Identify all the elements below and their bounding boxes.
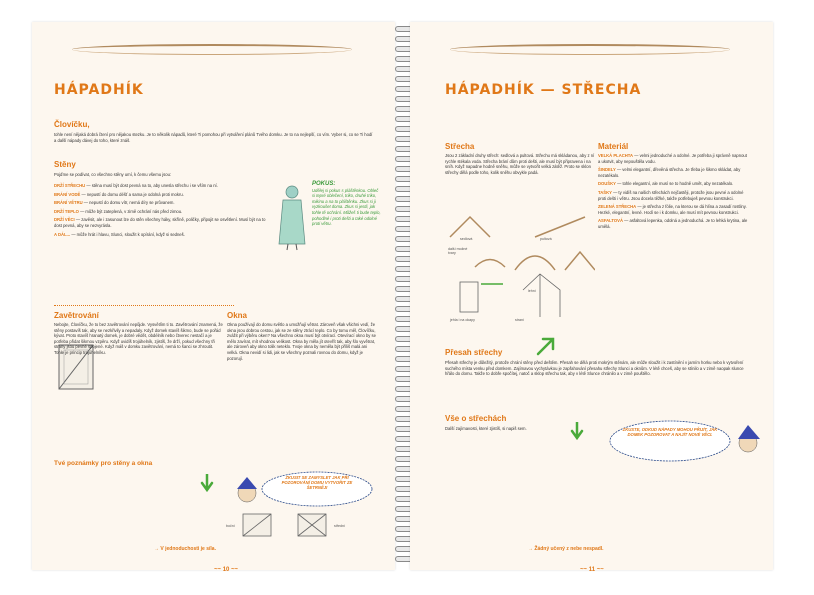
material-item: VELKÁ PLACHTA — velmi jednoduché a odolné. Je potřeba ji správně napnout a ukotvit, aby nepouštěla vodu. <box>598 153 747 164</box>
left-page <box>32 22 395 573</box>
walls-item: BRÁNÍ VĚTRU — nepustí do domu vítr, nemá díry se průvanem. <box>54 200 175 206</box>
walls-item: DRŽÍ VĚCI — zavěsit, ale i zasunout lze do stěn všechny háky, skříně, poličky, připojit se osvětlení. Musí být na to dost pevná, aby se nezvyrásla. <box>54 217 266 228</box>
arrow-down-icon <box>200 474 214 494</box>
walls-item: DRŽÍ TEPLO — může být zateplená, v zimě ochrání nás před zimou. <box>54 208 183 214</box>
material-item: DOUŠKY — tohle elegantní, ale musí se to hodně umět, aby nezatékalo. <box>598 181 734 187</box>
material-heading: Materiál <box>598 142 629 151</box>
roof-types-illustration <box>445 212 595 332</box>
intro-heading: Človíčku, <box>54 120 90 129</box>
walls-item: BRÁNÍ VODĚ — nepustí do domu déšť a sama je odolná proti mokru. <box>54 191 184 197</box>
footer-motto: → Žádný učený z nebe nespadl. <box>528 546 604 552</box>
walls-item: A DÁL... — může hrát i hlavu, Slunci, sloužit k opírání, když si sedneš. <box>54 231 185 237</box>
zavetrovani-text: Nebojte, Človíčku, že to bez zavětrování nepůjde. Vysvětlím ti to. Zavětrování znamená, že stěny postavíš tak, aby se nezkřivily a nepadaly. Když domek stavíš šikmo, bude se pořád kývat. Proto stavíš hranatý domek, je dobré vědět, obdélník nebo čtverec nestačí a je potřeba přidat šikmou vzpěru. Když uvidíš trojúhelník, zjistíš, že drží, pokud všechny tři strany jsou pevně spojené. Když máš v domku zavětrování, nemá to šanci se zhroutit. Tohle je princip trojúhelníku. <box>54 322 223 355</box>
divider <box>54 305 234 306</box>
material-item: ŠINDELY — velmi elegantní, dřevěná střecha. Je třeba je šikmo skládat, aby nezatékalo. <box>598 167 741 178</box>
zavetrovani-heading: Zavětrování <box>54 311 99 320</box>
label-pultova: pultová <box>540 237 552 241</box>
walls-item: DRŽÍ STŘECHU — stěna musí být dost pevná na to, aby unesla střechu i se vším na ní. <box>54 183 218 188</box>
pokus-box: POKUS: Udělej si pokus s pláštěnkou. Obleč si tepré oblečení, triko, druhé triko, mikinu a na to pláštěnku. Zkus si ji vyzkoušet doma. Zkus si jestli, jak tohle tě ochrání. Můžeš ti bude teplo, pohodlné i proti dešti a také odolné proti větru. <box>312 181 381 227</box>
vse-text: Další zajímavosti, které zjistíš, si napiš sem. <box>445 426 527 431</box>
page-number: ~~ 11 ~~ <box>580 567 604 573</box>
twig-divider <box>72 44 352 55</box>
walls-list <box>54 183 274 237</box>
okna-heading: Okna <box>227 311 248 320</box>
side-window-illustration <box>237 510 277 540</box>
label-sedlova: sedlová <box>460 237 473 241</box>
vse-heading: Vše o střechách <box>445 414 507 423</box>
bubble-text: ZKUSIT SE ZAMYSLET JAK PŘI POZOROVÁNÍ DOMU VYTVOŘIT ZE ŠETRNĚJI <box>281 475 353 490</box>
arrow-up-right-icon <box>535 335 557 357</box>
material-list <box>598 153 748 230</box>
label-stredni: střední <box>334 524 345 528</box>
speech-bubble <box>600 417 765 472</box>
raincoat-figure-illustration <box>275 182 309 252</box>
page-title: HÁPADHÍK — STŘECHA <box>445 82 642 98</box>
presah-heading: Přesah střechy <box>445 348 503 357</box>
roof-text: Jsou 2 základní druhy střech: sedlová a pultová. Střechu má skládanou, aby z ní rychle stékala voda. Střecha brání dům proti dešti, ale musí být připravena i na sníh. Když napadne hodně sněhu, může se vytvořit velká zátěž. Proto se sklon střechy dělá podle toho, kolik sněhu obvykle padá. <box>445 153 595 175</box>
label-strani: straní <box>515 318 524 322</box>
right-page <box>410 22 773 573</box>
roof-heading: Střecha <box>445 142 475 151</box>
material-item: ZELENÁ STŘECHA — je střecha z fólie, na kterou se dá hlína a zasadí rostliny. Hezké, elegantní, levné. Hodí se i k domku, ale musí mít pevnou konstrukci. <box>598 204 747 215</box>
presah-text: Přesah střechy je důležitý, protože chrání stěny před deštěm. Přesah se dělá proti mokrým stěnám, ale může sloužit i k zastínění v jarním horku nebo k vytvoření suchého místa venku před domkem. Zajímavou vychytávkou je zapřahování přesahu střechy Slunci a oknům. V létě chceš, aby se stínilo a v zimě naopak slunce hřálo do domu. Takže to dobře spočítej, natoč a sklop střechu tak, aby v létě Slunce chránilo a v zimě pouštělo. <box>445 360 744 377</box>
material-item: TAŠKY — ty vidíš na našich střechách nejčastěji, protože jsou pevné a odolné proti dešti i větru. Jsou docela těžké, takže potřebuješ pevnou konstrukci. <box>598 189 744 201</box>
okna-text: Okna používají do domu světlo a umožňují větrat. Zároveň však všichni vedí, že okna jsou dobrou cestou, jak se ze stěny ztrácí teplo. Co by tomu měl, Človíčku, zvážit při výběru oken? Na všechno okna musí být otvírací. Otevírací okno by se mělo zavírat, mít vhodnou velikost. Okna by měla jít otevřít tak, aby šlo vyvětrat, ale zároveň aby okno tolik neteklo. Tvoje okna by neměla být příliš malá ani velká. Okna nevidí si lidi, jak se všechny poznali rovnou do domu, když je pozorují. <box>227 322 376 361</box>
label-dalsi: další možné tvary <box>448 247 468 255</box>
walls-intro: Pojďme se podívat, co všechno stěny umí, k čemu všemu jsou: <box>54 172 172 177</box>
middle-window-illustration <box>292 510 332 540</box>
label-bocni: boční <box>226 524 235 528</box>
intro-text: tohle není nějaká dobrá čtení pro nějakou stezku. Je to několik nápadů, které Ti pomohou při vytváření plánů Tvého domku. Je to na nejlepší, co vím. Vyber si, co se Ti hodí a další nápady dávej do toho, které znáš. <box>54 132 373 143</box>
notes-heading: Tvé poznámky pro stěny a okna <box>54 460 153 467</box>
material-item: ASFALTOVÁ — asfaltová lepenka, odolná a jednoduchá. Je to lehká krytina, ale umělá. <box>598 218 748 229</box>
label-jehla: jehla i na okapy <box>450 318 475 322</box>
bubble-text: ZKUSTE, ODKUD NÁPADY MOHOU PŘIJÍT, JAK DOMEK POZOROVAT A NAJÍT NOVÉ VĚCI. <box>622 427 718 437</box>
label-lehni: lehní <box>528 289 536 293</box>
twig-divider <box>450 44 730 55</box>
page-title: HÁPADHÍK <box>54 82 144 98</box>
walls-heading: Stěny <box>54 160 76 169</box>
arrow-down-icon <box>570 422 584 442</box>
footer-motto: → V jednoduchosti je síla. <box>154 546 216 552</box>
page-number: ~~ 10 ~~ <box>214 567 239 573</box>
